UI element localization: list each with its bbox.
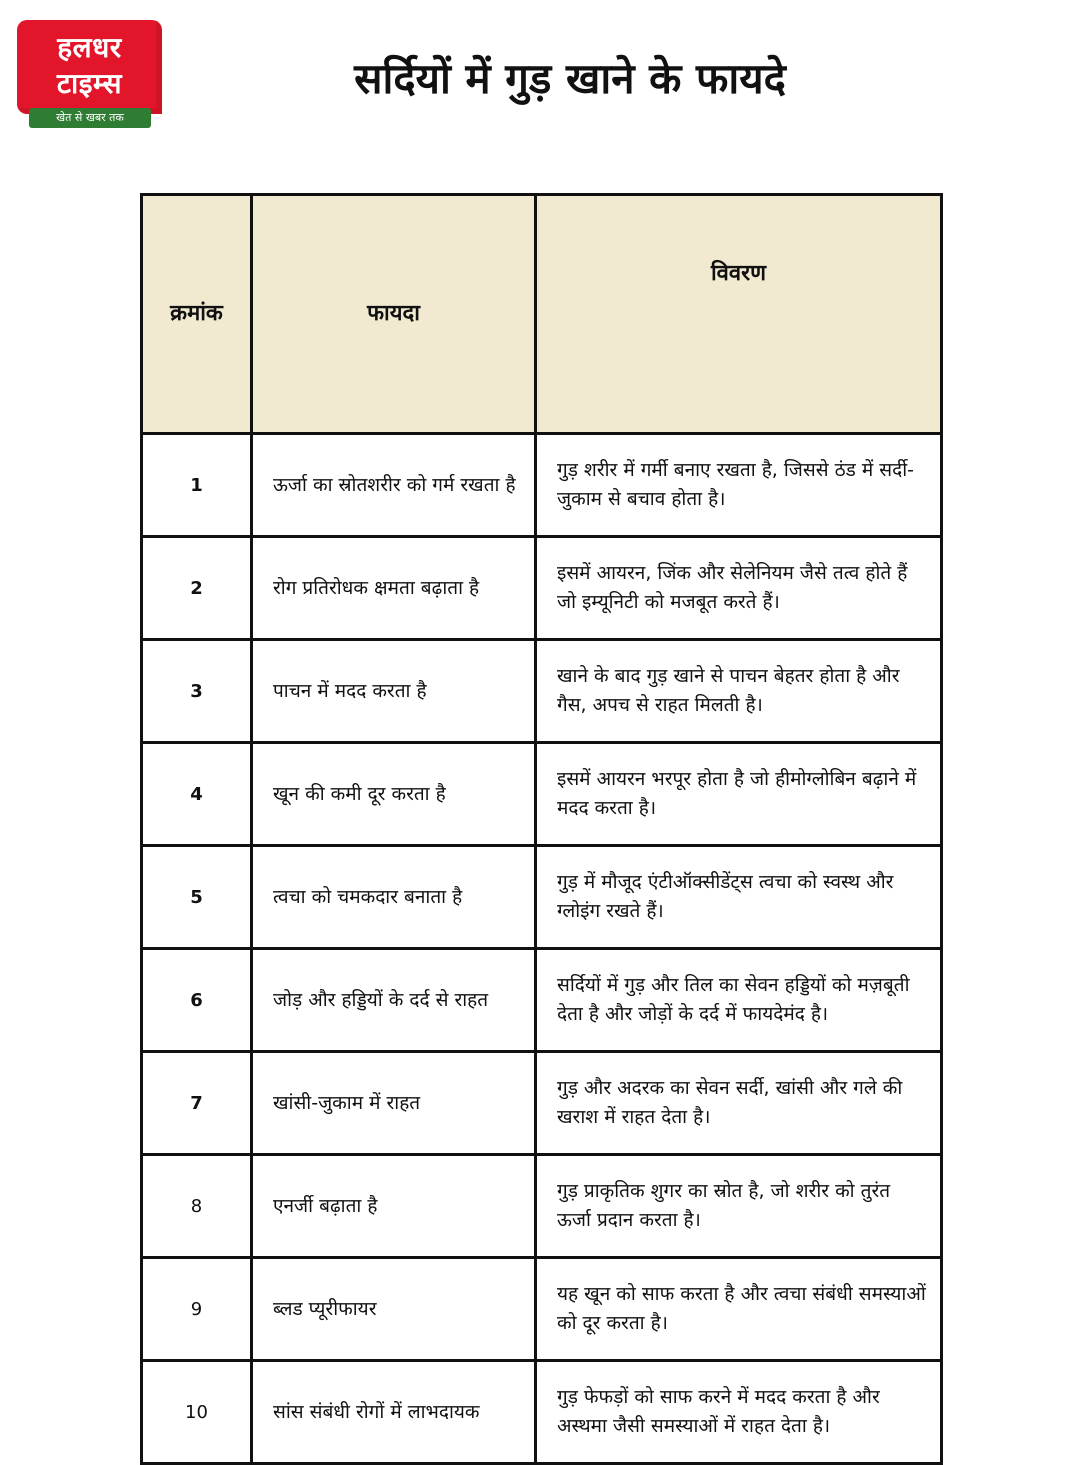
row-benefit: रोग प्रतिरोधक क्षमता बढ़ाता है — [252, 537, 536, 640]
logo-text-line1: हलधर — [57, 31, 122, 64]
row-description: इसमें आयरन भरपूर होता है जो हीमोग्लोबिन बढ़ाने में मदद करता है। — [536, 743, 942, 846]
logo-tagline: खेत से खबर तक — [29, 108, 151, 128]
table-row — [142, 1052, 942, 1155]
row-benefit: ऊर्जा का स्रोतशरीर को गर्म रखता है — [252, 434, 536, 537]
logo-text-line2: टाइम्स — [56, 67, 123, 100]
row-benefit: सांस संबंधी रोगों में लाभदायक — [252, 1361, 536, 1464]
page-title: सर्दियों में गुड़ खाने के फायदे — [354, 54, 786, 103]
table-row — [142, 846, 942, 949]
table-row — [142, 1361, 942, 1464]
row-description: यह खून को साफ करता है और त्वचा संबंधी समस्याओं को दूर करता है। — [536, 1258, 942, 1361]
row-number: 5 — [142, 846, 252, 949]
row-description: खाने के बाद गुड़ खाने से पाचन बेहतर होता है और गैस, अपच से राहत मिलती है। — [536, 640, 942, 743]
row-number: 10 — [142, 1361, 252, 1464]
table-row — [142, 1258, 942, 1361]
row-description: इसमें आयरन, जिंक और सेलेनियम जैसे तत्व होते हैं जो इम्यूनिटी को मजबूत करते हैं। — [536, 537, 942, 640]
table-row — [142, 434, 942, 537]
table-row — [142, 949, 942, 1052]
table-row — [142, 640, 942, 743]
table-header-row — [142, 195, 942, 434]
row-number: 4 — [142, 743, 252, 846]
benefits-table — [140, 193, 943, 1465]
row-description: गुड़ शरीर में गर्मी बनाए रखता है, जिससे ठंड में सर्दी-जुकाम से बचाव होता है। — [536, 434, 942, 537]
column-header-description: विवरण — [536, 195, 942, 434]
row-number: 9 — [142, 1258, 252, 1361]
row-benefit: जोड़ और हड्डियों के दर्द से राहत — [252, 949, 536, 1052]
row-benefit: एनर्जी बढ़ाता है — [252, 1155, 536, 1258]
logo-badge — [17, 20, 162, 114]
row-number: 2 — [142, 537, 252, 640]
row-number: 7 — [142, 1052, 252, 1155]
row-benefit: खून की कमी दूर करता है — [252, 743, 536, 846]
row-benefit: त्वचा को चमकदार बनाता है — [252, 846, 536, 949]
row-benefit: खांसी-जुकाम में राहत — [252, 1052, 536, 1155]
row-description: गुड़ फेफड़ों को साफ करने में मदद करता है और अस्थमा जैसी समस्याओं में राहत देता है। — [536, 1361, 942, 1464]
column-header-benefit: फायदा — [252, 195, 536, 434]
column-header-serial: क्रमांक — [142, 195, 252, 434]
row-number: 8 — [142, 1155, 252, 1258]
brand-logo — [17, 20, 162, 130]
row-description: गुड़ प्राकृतिक शुगर का स्रोत है, जो शरीर को तुरंत ऊर्जा प्रदान करता है। — [536, 1155, 942, 1258]
row-number: 3 — [142, 640, 252, 743]
row-number: 6 — [142, 949, 252, 1052]
row-description: गुड़ और अदरक का सेवन सर्दी, खांसी और गले की खराश में राहत देता है। — [536, 1052, 942, 1155]
row-description: गुड़ में मौजूद एंटीऑक्सीडेंट्स त्वचा को स्वस्थ और ग्लोइंग रखते हैं। — [536, 846, 942, 949]
row-benefit: पाचन में मदद करता है — [252, 640, 536, 743]
table-row — [142, 537, 942, 640]
row-description: सर्दियों में गुड़ और तिल का सेवन हड्डियों को मज़बूती देता है और जोड़ों के दर्द में फायदेमंद है। — [536, 949, 942, 1052]
table-row — [142, 743, 942, 846]
row-benefit: ब्लड प्यूरीफायर — [252, 1258, 536, 1361]
row-number: 1 — [142, 434, 252, 537]
table-row — [142, 1155, 942, 1258]
